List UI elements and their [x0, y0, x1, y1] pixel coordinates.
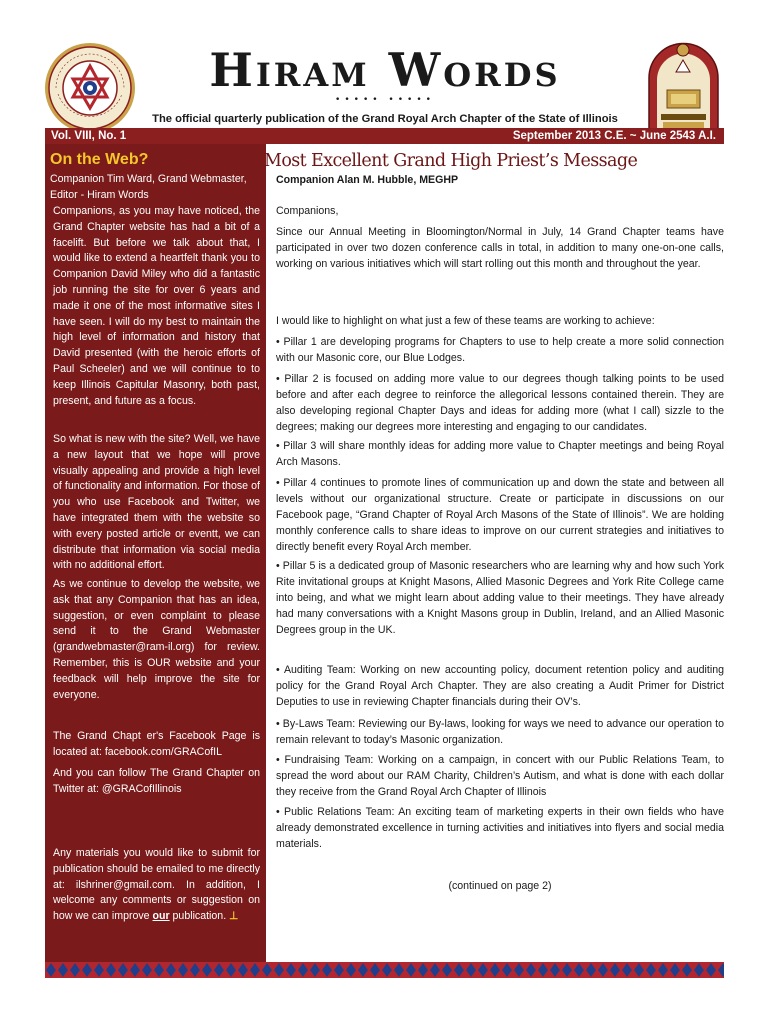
continued-note: (continued on page 2) — [448, 880, 552, 892]
article-bullet: • Fundraising Team: Working on a campaign, in concert with our Public Relations Team, to spread the word about our RAM Charity, Children’s Autism, and what is done with each dollar they receive from the Grand Royal Arch Chapter of Illinois — [276, 754, 724, 798]
article-paragraph: Since our Annual Meeting in Bloomington/Normal in July, 14 Grand Chapter teams have participated in over two dozen conference calls in total, in addition to many one-on-one calls, working on various initiatives which will start rolling out this month and throughout the year. — [276, 226, 724, 270]
article-paragraph: I would like to highlight on what just a few of these teams are working to achieve: — [276, 315, 655, 327]
article-bullet: • Pillar 3 will share monthly ideas for adding more value to Chapter meetings and being Royal Arch Masons. — [276, 440, 724, 468]
sidebar-paragraph: The Grand Chapt er's Facebook Page is located at: facebook.com/GRACofIL — [53, 730, 260, 758]
masthead-title: Hiram Words — [209, 43, 561, 97]
issue-volume: Vol. VIII, No. 1 — [51, 130, 127, 142]
article-bullet: • Pillar 1 are developing programs for Chapters to use to help create a more solid connection with our Masonic core, our Blue Lodges. — [276, 336, 724, 364]
article-bullet: • Pillar 5 is a dedicated group of Masonic researchers who are learning why and how such York Rite invitational groups at Knight Masons, Allied Masonic Degrees and York Rite College came into being, and what we might learn about adding value to their meetings. They have already had many conversations with a Knight Masons group in Dublin, Ireland, and an Allied Masonic Degrees group in the UK. — [276, 560, 724, 636]
masthead-subtitle: The official quarterly publication of the Grand Royal Arch Chapter of the State of Illinois — [152, 113, 618, 125]
sidebar — [45, 144, 266, 962]
sidebar-byline: Companion Tim Ward, Grand Webmaster, Editor - Hiram Words — [50, 173, 247, 201]
sidebar-paragraph — [53, 846, 260, 925]
triple-tau-icon: ⊥ — [229, 910, 239, 923]
article-bullet: • Pillar 2 is focused on adding more value to our degrees though talking points to be used before and after each degree to reinforce the allegorical lessons contained therein. They are also developing regional Chapter Days and ideas for adding more (what I call) sizzle to the degrees; making our degrees more interesting and engaging to our candidates. — [276, 373, 724, 433]
sidebar-emphasis: our — [152, 910, 170, 923]
sidebar-paragraph: So what is new with the site? Well, we have a new layout that we hope will prove visually appealing and provide a high level of functionality and information. For those of you who use Facebook and Twitter, we have integrated them with the website so with every posted article or eventt, we can distribute that information via social media with no additional effort. — [53, 433, 260, 572]
article-heading: Most Excellent Grand High Priest’s Message — [264, 151, 638, 171]
sidebar-submit-text-end: publication. — [169, 910, 227, 923]
article-bullet: • Public Relations Team: An exciting team of marketing experts in their own fields who have already demonstrated excellence in turning activities and initiatives into flyers and social media materials. — [276, 806, 724, 850]
article-bullet: • Pillar 4 continues to promote lines of communication up and down the state and between all levels without our organizational structure. Create or participate in discussions on our Facebook page, “Grand Chapter of Royal Arch Masons of the State of Illinois”. We are holding monthly conference calls to share ideas to improve on our current strategies and initiatives to directly benefit every Royal Arch member. — [276, 477, 724, 553]
issue-bar — [45, 128, 724, 144]
sidebar-title: On the Web? — [50, 151, 149, 168]
sidebar-paragraph: Companions, as you may have noticed, the Grand Chapter website has had a bit of a facelift. But before we talk about that, I would like to extend a heartfelt thank you to Companion David Miley who did a fantastic job running the site for over 6 years and made it one of the most informative sites I have seen. I will do my best to maintain the high level of information and history that David presented (with the heroic efforts of Paul Scheeler) and we will continue to to keep Illinois Capitular Masonry, both past, present, and future as a focus. — [53, 205, 260, 407]
footer-decorative-band — [45, 962, 724, 978]
article-paragraph: Companions, — [276, 205, 339, 217]
sidebar-submit-text: Any materials you would like to submit for publication should be emailed to me directly at: ilshriner@gmail.com. In addition, I welcome any comments or suggestion on how we can improve — [53, 847, 260, 923]
issue-date: September 2013 C.E. ~ June 2543 A.I. — [512, 130, 716, 142]
sidebar-paragraph: And you can follow The Grand Chapter on Twitter at: @GRACofIllinois — [53, 767, 260, 795]
article-byline: Companion Alan M. Hubble, MEGHP — [276, 174, 459, 186]
masthead-ornament: ••••• ••••• — [335, 95, 435, 105]
sidebar-paragraph: As we continue to develop the website, we ask that any Companion that has an idea, suggestion, or even complaint to please send it to the Grand Webmaster (grandwebmaster@ram-il.org) for review. Remember, this is OUR website and your feedback will help improve the site for everyone. — [53, 578, 260, 701]
article-bullet: • By-Laws Team: Reviewing our By-laws, looking for ways we need to advance our operation to remain relevant to today’s Masonic organization. — [276, 718, 724, 746]
article-bullet: • Auditing Team: Working on new accounting policy, document retention policy and auditing policy for the Grand Royal Arch Chapter. They are also creating a Audit Primer for District Deputies to use in reviewing Chapter financials during their OV’s. — [276, 664, 724, 708]
